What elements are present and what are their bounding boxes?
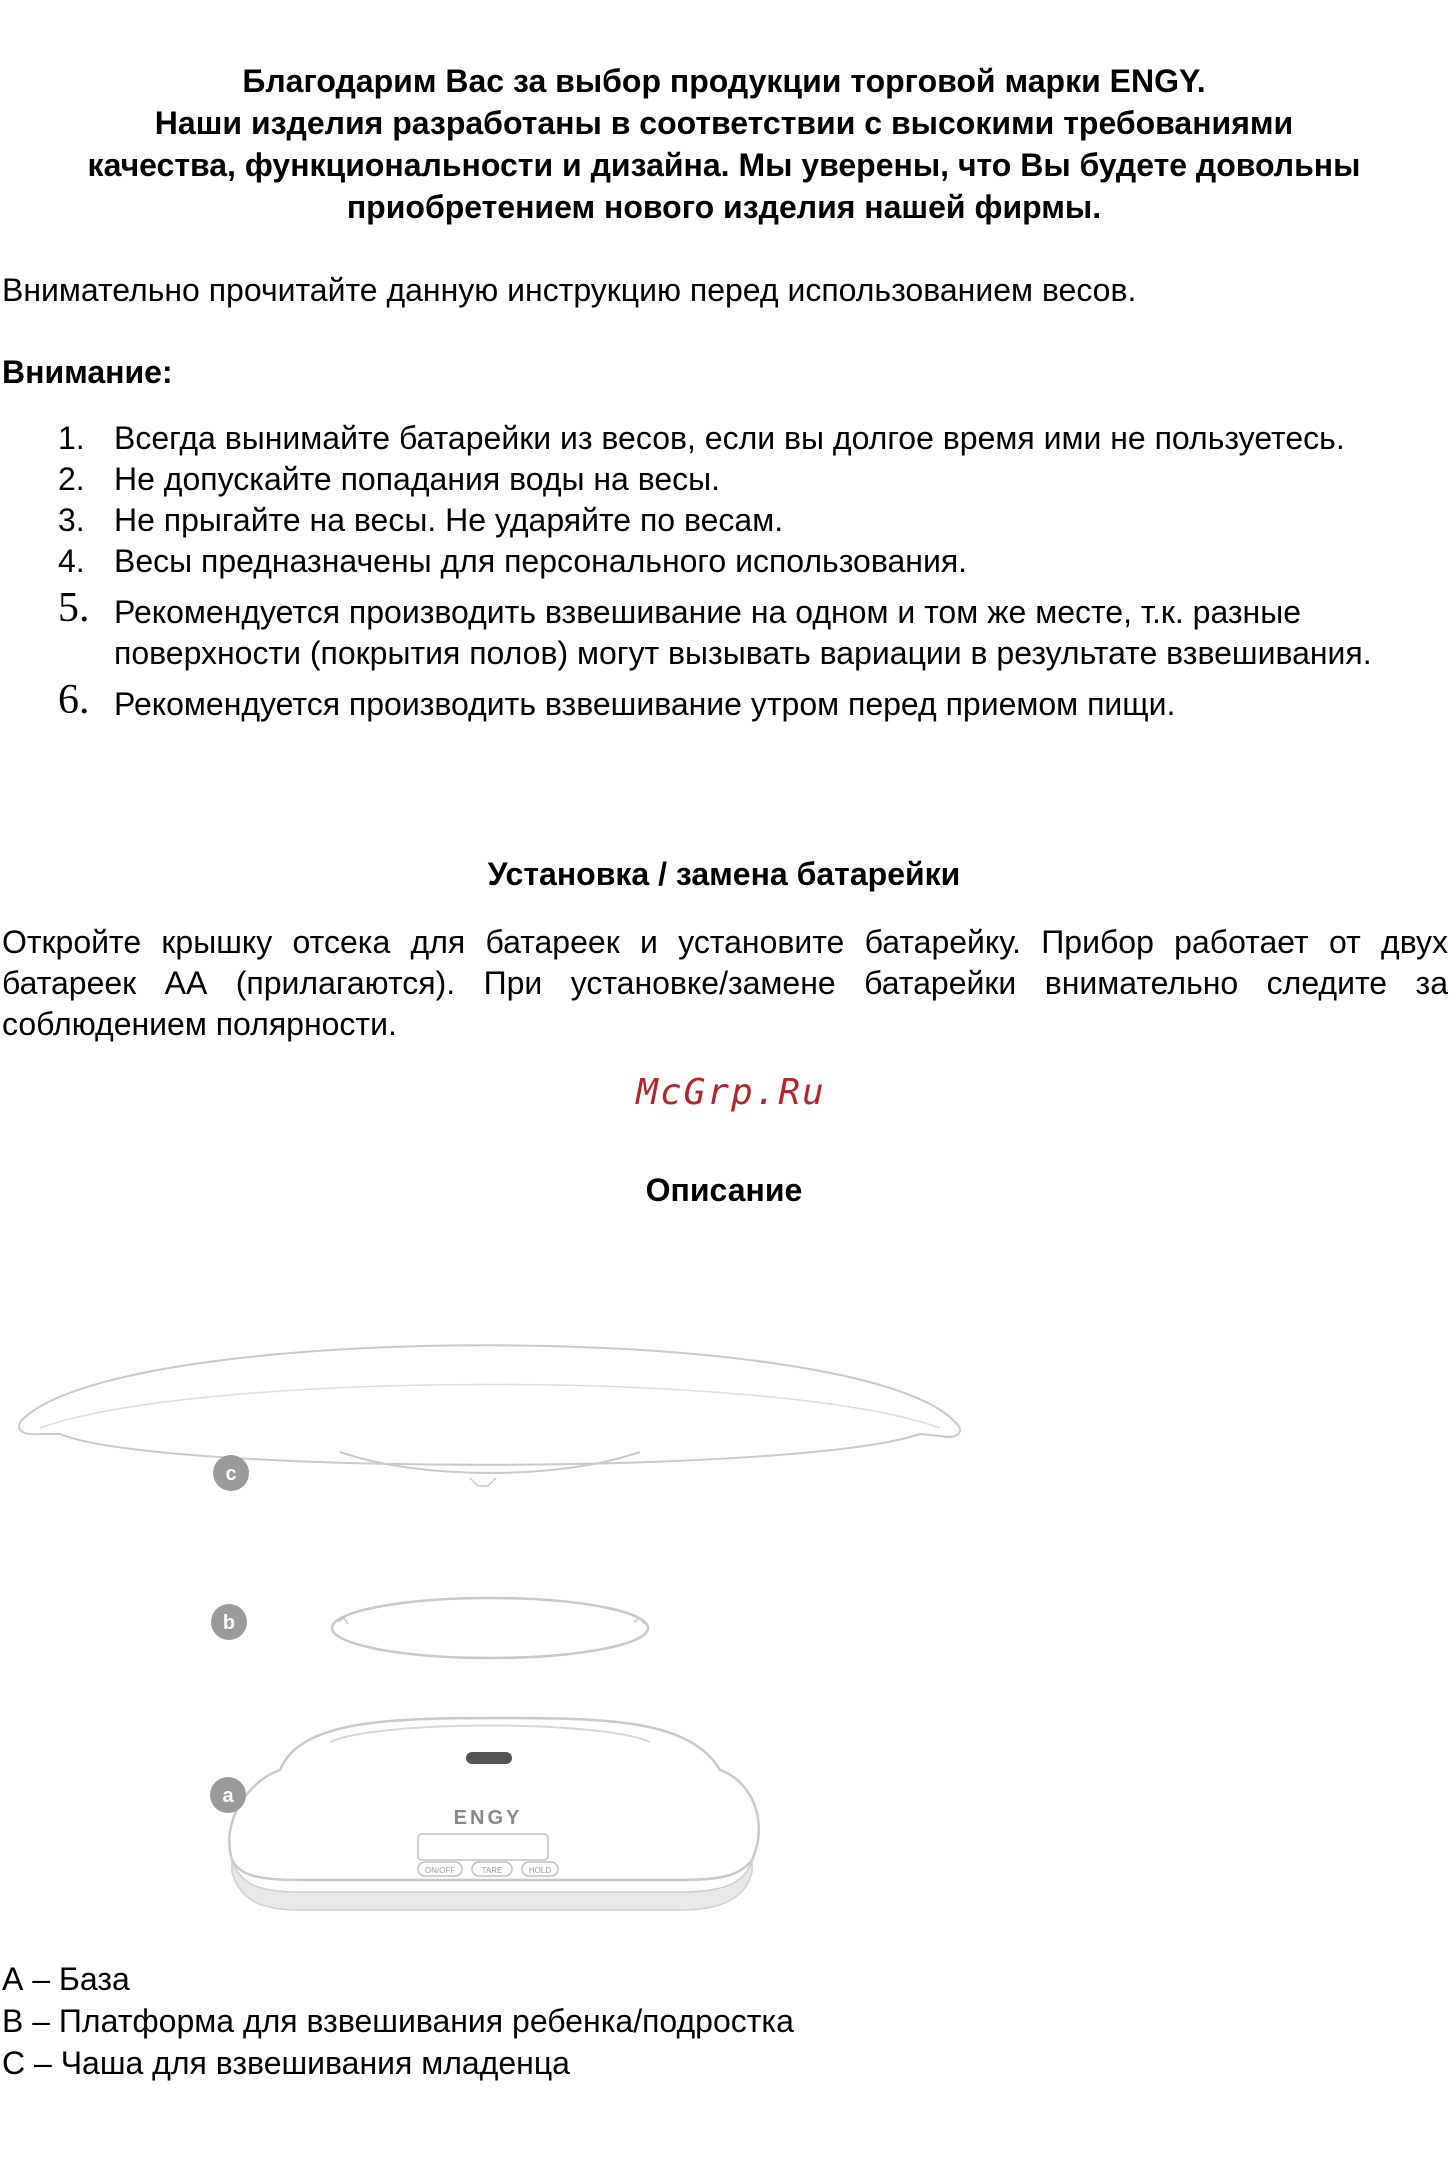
- warnings-heading: Внимание:: [2, 354, 173, 390]
- item-text: Весы предназначены для персонального использования.: [114, 543, 968, 579]
- intro-line: Благодарим Вас за выбор продукции торговой марки ENGY.: [242, 63, 1206, 99]
- marker-a-label: a: [222, 1785, 234, 1807]
- marker-a: [210, 1777, 246, 1813]
- legend-item: С – Чаша для взвешивания младенца: [2, 2045, 570, 2081]
- item-number: 4.: [58, 543, 85, 579]
- item-text: Рекомендуется производить взвешивание на одном и том же месте, т.к. разные поверхности (покрытия полов) могут вызывать вариации в результате взвешивания.: [114, 594, 1372, 671]
- onoff-label: ON/OFF: [424, 1866, 456, 1875]
- tare-label: TARE: [481, 1866, 503, 1875]
- marker-b-label: b: [222, 1612, 236, 1634]
- item-text: Не прыгайте на весы. Не ударяйте по весам.: [114, 502, 784, 538]
- watermark: McGrp.Ru: [636, 1072, 826, 1113]
- marker-b: [211, 1604, 247, 1640]
- item-text: Не допускайте попадания воды на весы.: [114, 461, 721, 497]
- item-number: 6.: [58, 677, 90, 723]
- list-item: [0, 677, 1448, 725]
- description-heading: Описание: [645, 1172, 803, 1208]
- intro-text: [0, 60, 1448, 228]
- marker-c-label: c: [225, 1463, 237, 1485]
- scale-base: [229, 1718, 759, 1910]
- intro-line: качества, функциональности и дизайна. Мы уверены, что Вы будете довольны: [87, 147, 1361, 183]
- item-number: 3.: [58, 502, 85, 538]
- list-item: [0, 585, 1448, 674]
- item-number: 1.: [58, 420, 85, 456]
- item-text: Всегда вынимайте батарейки из весов, если вы долгое время ими не пользуетесь.: [114, 420, 1345, 456]
- list-item: [0, 418, 1448, 459]
- hold-label: HOLD: [528, 1866, 552, 1875]
- item-number: 5.: [58, 585, 90, 631]
- read-instruction: Внимательно прочитайте данную инструкцию перед использованием весов.: [2, 272, 1137, 308]
- warnings-list: [0, 418, 1448, 725]
- scale-diagram: [0, 1300, 980, 1940]
- legend-item: А – База: [2, 1961, 130, 1997]
- battery-heading: Установка / замена батарейки: [487, 856, 961, 892]
- brand-logo: ENGY: [453, 1807, 523, 1829]
- list-item: [0, 459, 1448, 500]
- platform: [332, 1598, 648, 1658]
- item-text: Рекомендуется производить взвешивание утром перед приемом пищи.: [114, 686, 1176, 722]
- infant-bowl: [19, 1345, 960, 1486]
- battery-paragraph: Откройте крышку отсека для батареек и установите батарейку. Прибор работает от двух батареек АА (прилагаются). При установке/замене батарейки внимательно следите за соблюдением полярности.: [2, 924, 1448, 1042]
- parts-legend: [2, 1958, 794, 2084]
- marker-c: [213, 1455, 249, 1491]
- intro-line: Наши изделия разработаны в соответствии с высокими требованиями: [154, 105, 1294, 141]
- intro-line: приобретением нового изделия нашей фирмы.: [346, 189, 1102, 225]
- item-number: 2.: [58, 461, 85, 497]
- list-item: [0, 541, 1448, 582]
- legend-item: В – Платформа для взвешивания ребенка/подростка: [2, 2003, 794, 2039]
- list-item: [0, 500, 1448, 541]
